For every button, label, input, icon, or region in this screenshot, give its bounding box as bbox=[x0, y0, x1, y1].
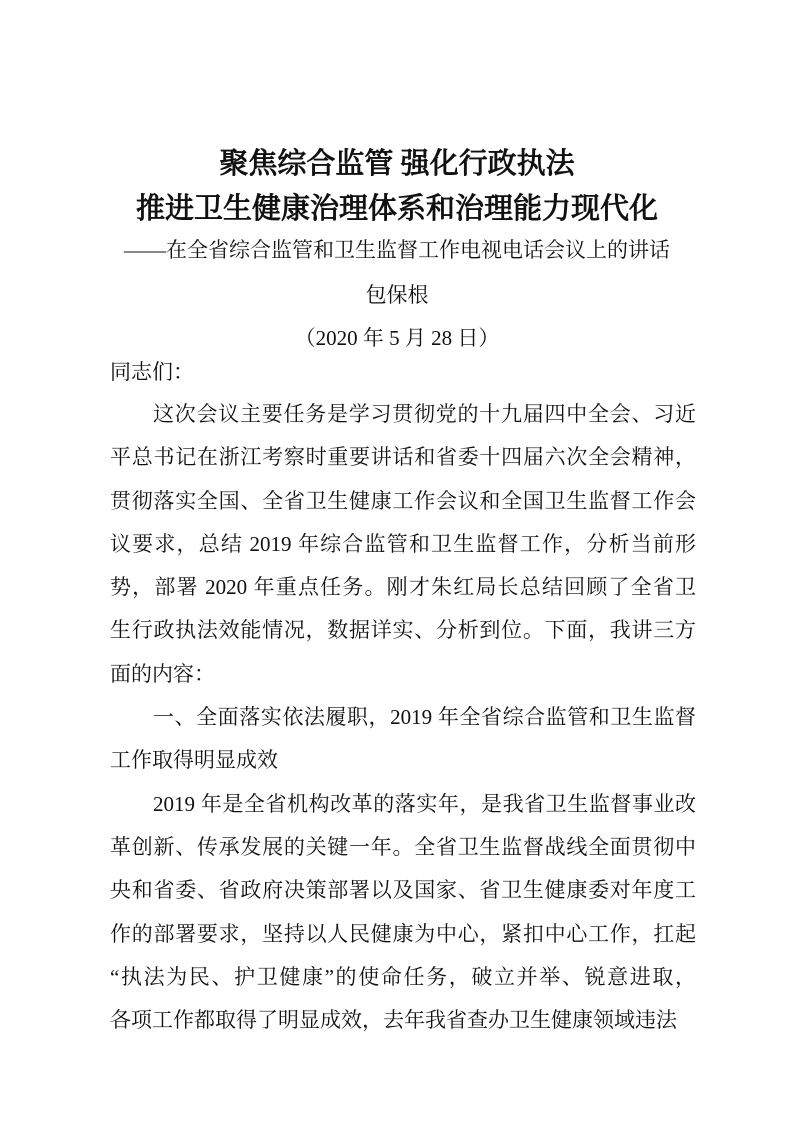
paragraph-line: 贯彻落实全国、全省卫生健康工作会议和全国卫生监督工作会 bbox=[110, 488, 696, 513]
paragraph-line: 央和省委、省政府决策部署以及国家、省卫生健康委对年度工 bbox=[110, 878, 696, 903]
paragraph-line: 面的内容： bbox=[110, 661, 215, 686]
greeting: 同志们： bbox=[110, 360, 194, 384]
paragraph-line: 2019 年是全省机构改革的落实年，是我省卫生监督事业改 bbox=[153, 791, 696, 816]
paragraph-line: “执法为民、护卫健康”的使命任务，破立并举、锐意进取， bbox=[110, 964, 696, 989]
paragraph-line: 一、全面落实依法履职，2019 年全省综合监管和卫生监督 bbox=[153, 705, 696, 730]
paragraph-line: 作的部署要求，坚持以人民健康为中心，紧扣中心工作，扛起 bbox=[110, 921, 696, 946]
paragraph-line: 各项工作都取得了明显成效，去年我省查办卫生健康领域违法 bbox=[110, 1008, 677, 1033]
title-line-1: 聚焦综合监管 强化行政执法 bbox=[219, 148, 575, 180]
paragraph-line: 工作取得明显成效 bbox=[110, 748, 278, 773]
subtitle: ——在全省综合监管和卫生监督工作电视电话会议上的讲话 bbox=[124, 238, 670, 262]
paragraph-line: 这次会议主要任务是学习贯彻党的十九届四中全会、习近 bbox=[153, 402, 696, 426]
paragraph-line: 生行政执法效能情况，数据详实、分析到位。下面，我讲三方 bbox=[110, 618, 696, 643]
paragraph-line: 平总书记在浙江考察时重要讲话和省委十四届六次全会精神， bbox=[110, 445, 696, 470]
author: 包保根 bbox=[365, 283, 429, 307]
paragraph-line: 势，部署 2020 年重点任务。刚才朱红局长总结回顾了全省卫 bbox=[110, 575, 696, 600]
date: （2020 年 5 月 28 日） bbox=[294, 326, 500, 350]
document-body bbox=[110, 393, 696, 1042]
paragraph-line: 议要求，总结 2019 年综合监管和卫生监督工作，分析当前形 bbox=[110, 531, 696, 556]
title-line-2: 推进卫生健康治理体系和治理能力现代化 bbox=[135, 193, 658, 225]
paragraph-line: 革创新、传承发展的关键一年。全省卫生监督战线全面贯彻中 bbox=[110, 834, 696, 859]
